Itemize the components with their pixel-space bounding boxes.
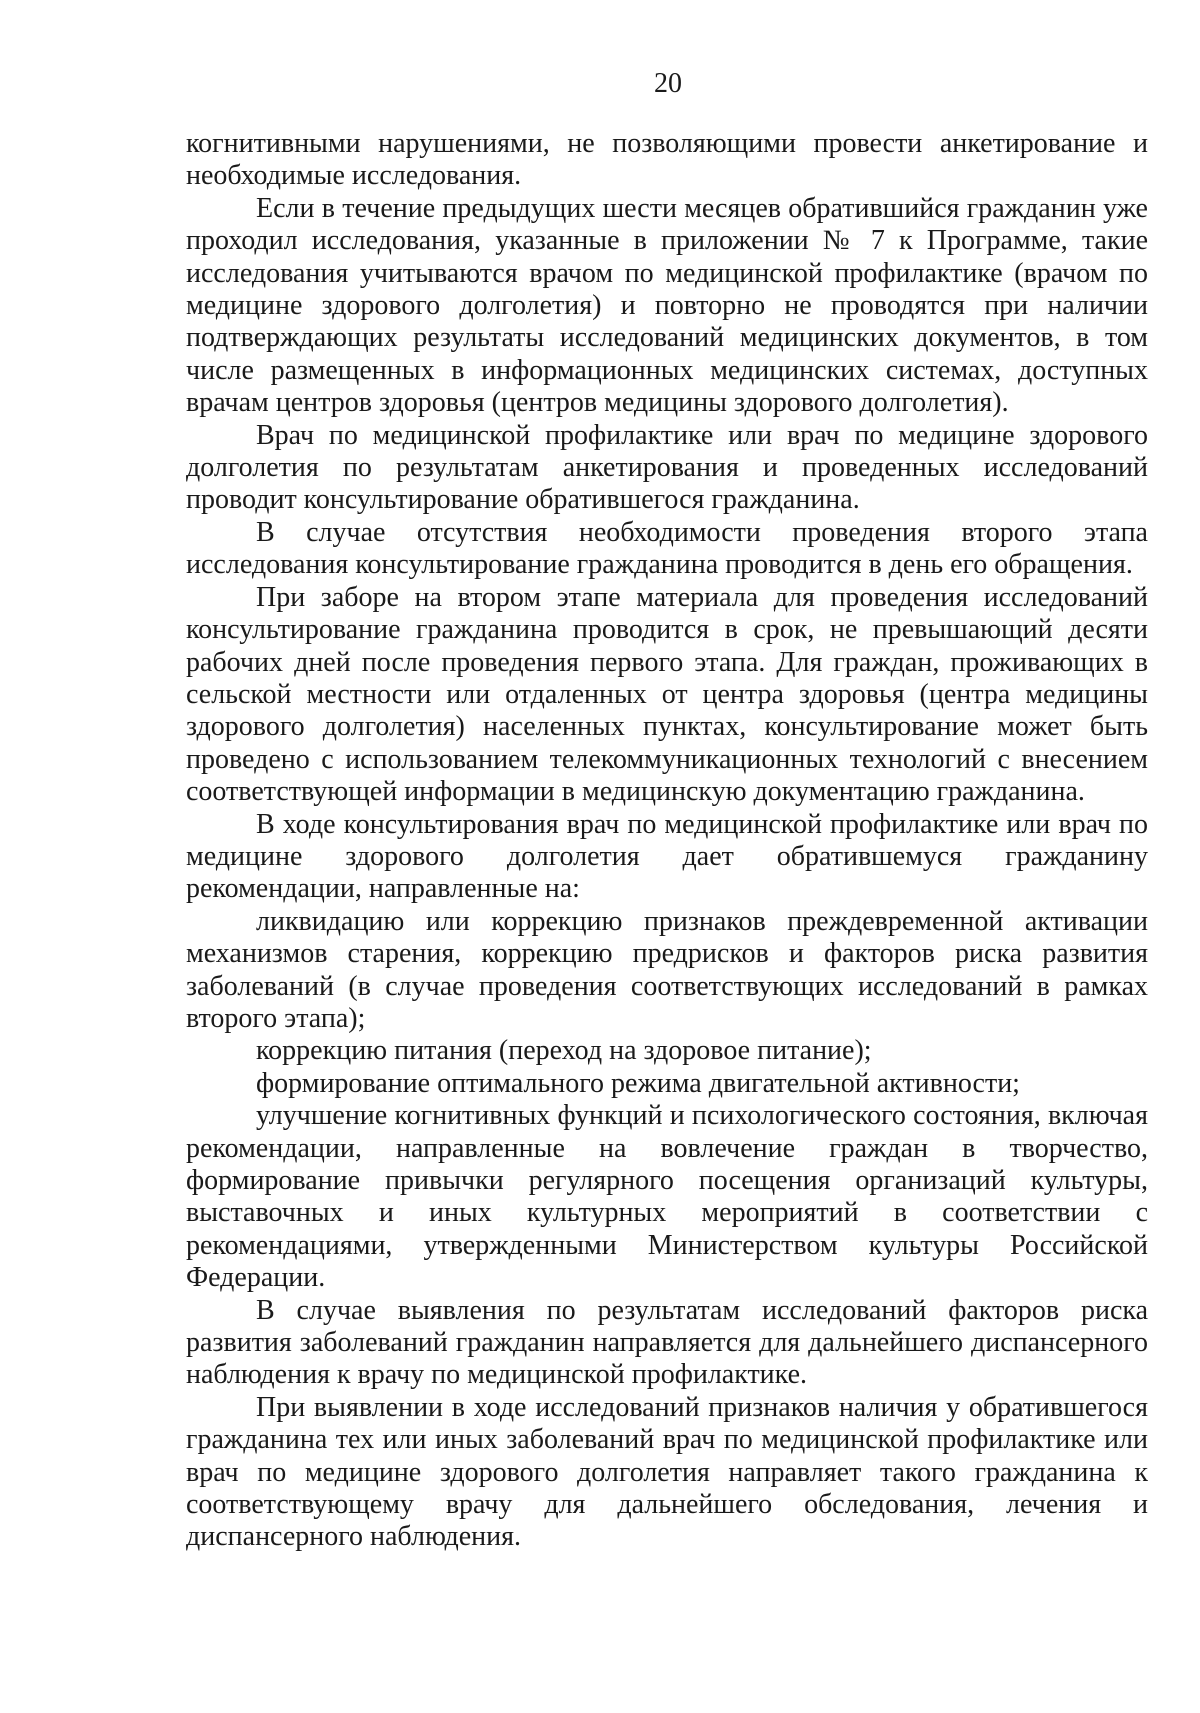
list-item-cognitive: улучшение когнитивных функций и психологического состояния, включая рекомендации, направленные на вовлечение граждан в творчество, формирование привычки регулярного посещения организаций культуры, выставочных и иных культурных мероприятий в соответствии с рекомендациями, утвержденными Министерством культуры Российской Федерации. [186, 1100, 1148, 1294]
paragraph-risk-factors: В случае выявления по результатам исследований факторов риска развития заболеваний гражданин направляется для дальнейшего диспансерного наблюдения к врачу по медицинской профилактике. [186, 1294, 1148, 1391]
paragraph-consultation: Врач по медицинской профилактике или врач по медицине здорового долголетия по результатам анкетирования и проведенных исследований проводит консультирование обратившегося гражданина. [186, 419, 1148, 516]
document-body [186, 128, 1148, 1554]
paragraph-recommendations-intro: В ходе консультирования врач по медицинской профилактике или врач по медицине здорового долголетия дает обратившемуся гражданину рекомендации, направленные на: [186, 808, 1148, 905]
page-number: 20 [654, 68, 682, 99]
paragraph-no-second-stage: В случае отсутствия необходимости проведения второго этапа исследования консультирование гражданина проводится в день его обращения. [186, 516, 1148, 581]
paragraph-diseases-referral: При выявлении в ходе исследований признаков наличия у обратившегося гражданина тех или иных заболеваний врач по медицинской профилактике или врач по медицине здорового долголетия направляет такого гражданина к соответствующему врачу для дальнейшего обследования, лечения и диспансерного наблюдения. [186, 1391, 1148, 1553]
list-item-nutrition: коррекцию питания (переход на здоровое питание); [256, 1035, 872, 1067]
list-item-physical-activity: формирование оптимального режима двигательной активности; [256, 1067, 1020, 1099]
paragraph-previous-studies: Если в течение предыдущих шести месяцев обратившийся гражданин уже проходил исследования, указанные в приложении № 7 к Программе, такие исследования учитываются врачом по медицинской профилактике (врачом по медицине здорового долголетия) и повторно не проводятся при наличии подтверждающих результаты исследований медицинских документов, в том числе размещенных в информационных медицинских системах, доступных врачам центров здоровья (центров медицины здорового долголетия). [186, 192, 1148, 419]
paragraph-continuation: когнитивными нарушениями, не позволяющими провести анкетирование и необходимые исследования. [186, 128, 1148, 192]
paragraph-second-stage: При заборе на втором этапе материала для проведения исследований консультирование гражданина проводится в срок, не превышающий десяти рабочих дней после проведения первого этапа. Для граждан, проживающих в сельской местности или отдаленных от центра здоровья (центра медицины здорового долголетия) населенных пунктах, консультирование может быть проведено с использованием телекоммуникационных технологий с внесением соответствующей информации в медицинскую документацию гражданина. [186, 581, 1148, 808]
list-item-aging-correction: ликвидацию или коррекцию признаков преждевременной активации механизмов старения, коррекцию предрисков и факторов риска развития заболеваний (в случае проведения соответствующих исследований в рамках второго этапа); [186, 905, 1148, 1034]
